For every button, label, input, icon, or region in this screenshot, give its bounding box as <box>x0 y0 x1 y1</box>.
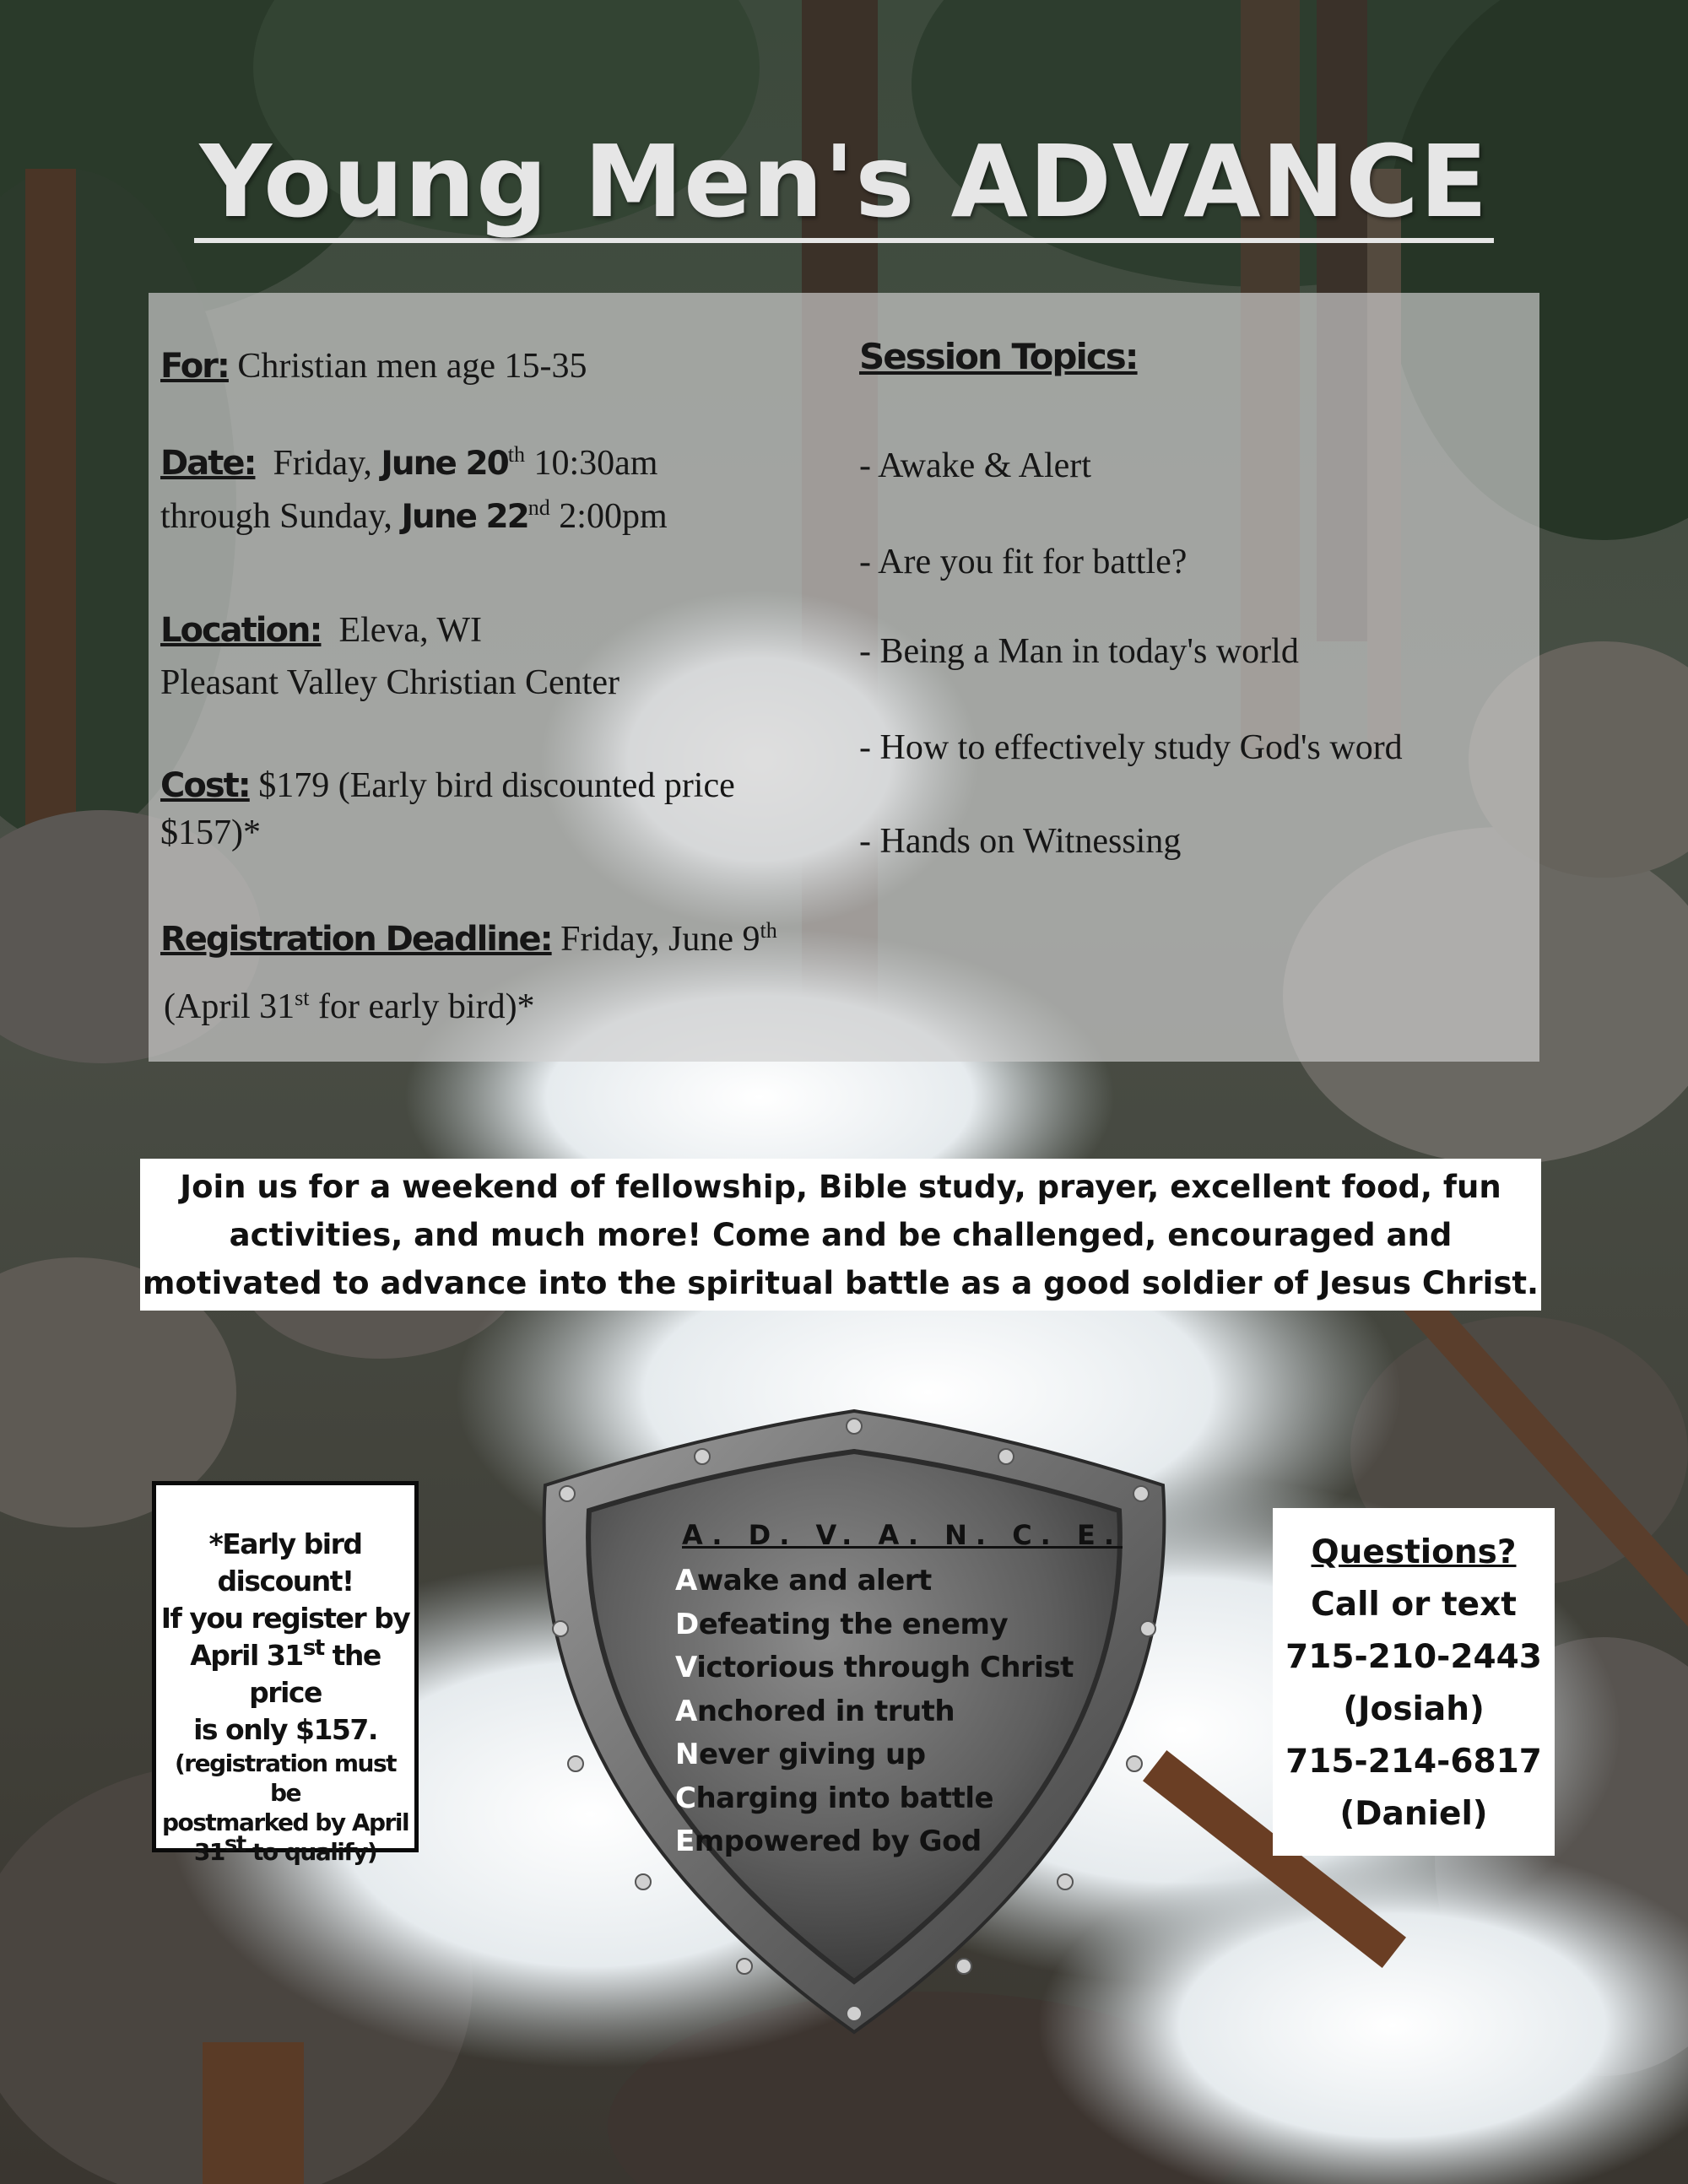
date-end-bold: June 22 <box>401 498 528 536</box>
date-start-suffix: th <box>507 442 525 467</box>
questions-box <box>1273 1508 1555 1856</box>
contact-name: (Daniel) <box>1339 1795 1488 1833</box>
date-end-time: 2:00pm <box>549 497 668 536</box>
early-bird-line: discount! <box>217 1565 354 1597</box>
deadline-early-prefix: (April 31 <box>164 987 295 1026</box>
early-bird-line: *Early bird <box>208 1527 362 1560</box>
early-bird-suffix: st <box>302 1635 324 1661</box>
location-row <box>160 604 619 709</box>
invitation-box <box>140 1159 1541 1311</box>
for-row <box>160 340 587 392</box>
acronym-letter: D <box>675 1607 699 1641</box>
cost-label: Cost: <box>160 766 250 805</box>
acronym-line <box>675 1820 1148 1864</box>
acronym-letter: A <box>675 1564 697 1597</box>
session-topics-heading: Session Topics: <box>859 336 1138 377</box>
cost-value: $179 (Early bird discounted price <box>249 766 735 805</box>
cost-row <box>160 762 735 857</box>
acronym-letter: E <box>675 1825 695 1858</box>
date-start-time: 10:30am <box>524 444 658 483</box>
early-bird-suffix: st <box>224 1831 246 1857</box>
acronym-heading: A. D. V. A. N. C. E. <box>682 1519 1123 1551</box>
early-bird-line: 31 <box>193 1838 225 1866</box>
acronym-letter: C <box>675 1781 696 1815</box>
date-start-prefix: Friday, <box>255 444 381 483</box>
invitation-line: Join us for a weekend of fellowship, Bible study, prayer, excellent food, fun <box>180 1168 1501 1205</box>
date-end-prefix: through Sunday, <box>160 497 402 536</box>
acronym-word: nchored in truth <box>696 1694 955 1728</box>
location-label: Location: <box>160 611 322 650</box>
topic-item: - Are you fit for battle? <box>859 543 1188 581</box>
acronym-word: ever giving up <box>698 1738 926 1771</box>
deadline-value: Friday, June 9 <box>551 920 760 959</box>
acronym-letter: N <box>675 1738 699 1771</box>
phone-number[interactable]: 715-210-2443 <box>1285 1638 1542 1676</box>
deadline-early-suffix: st <box>295 986 310 1010</box>
deadline-label: Registration Deadline: <box>160 920 552 959</box>
invitation-line: activities, and much more! Come and be challenged, encouraged and <box>229 1216 1453 1253</box>
early-bird-line: is only $157. <box>193 1713 377 1746</box>
acronym-letter: V <box>675 1651 697 1684</box>
date-label: Date: <box>160 444 256 483</box>
date-row <box>160 437 668 543</box>
acronym-word: mpowered by God <box>694 1825 982 1858</box>
acronym-word: ictorious through Christ <box>696 1651 1074 1684</box>
contact-name: (Josiah) <box>1343 1690 1485 1728</box>
early-bird-line: to qualify) <box>245 1838 377 1866</box>
date-start-bold: June 20 <box>381 445 508 483</box>
for-label: For: <box>160 347 229 386</box>
topic-item: - How to effectively study God's word <box>859 728 1403 767</box>
acronym-line <box>675 1646 1148 1690</box>
date-end-suffix: nd <box>528 495 550 520</box>
phone-number[interactable]: 715-214-6817 <box>1285 1743 1542 1781</box>
advance-acronym <box>675 1519 1148 1864</box>
deadline-suffix: th <box>760 918 777 943</box>
acronym-line <box>675 1560 1148 1603</box>
cost-early-bird: $157)* <box>160 814 261 852</box>
acronym-line <box>675 1733 1148 1777</box>
deadline-row <box>160 905 777 1041</box>
acronym-line <box>675 1603 1148 1647</box>
topic-item: - Being a Man in today's world <box>859 632 1299 671</box>
topic-item: - Awake & Alert <box>859 446 1091 485</box>
acronym-letter: A <box>675 1694 697 1728</box>
early-bird-line: If you register by <box>160 1602 410 1635</box>
flyer-title <box>0 123 1688 243</box>
for-value: Christian men age 15-35 <box>228 347 587 386</box>
acronym-word: wake and alert <box>696 1564 932 1597</box>
topic-item: - Hands on Witnessing <box>859 822 1182 861</box>
acronym-line <box>675 1690 1148 1734</box>
early-bird-line: (registration must be <box>174 1749 397 1807</box>
location-venue: Pleasant Valley Christian Center <box>160 663 619 702</box>
invitation-line: motivated to advance into the spiritual battle as a good soldier of Jesus Christ. <box>142 1264 1539 1301</box>
acronym-word: harging into battle <box>695 1781 994 1815</box>
early-bird-line: postmarked by April <box>161 1808 409 1836</box>
early-bird-line: April 31 <box>190 1639 303 1672</box>
session-topics <box>859 336 1138 377</box>
acronym-line <box>675 1777 1148 1821</box>
early-bird-box <box>152 1481 419 1866</box>
contact-prompt: Call or text <box>1311 1586 1517 1624</box>
acronym-word: efeating the enemy <box>698 1607 1009 1641</box>
questions-heading: Questions? <box>1311 1533 1517 1571</box>
location-value: Eleva, WI <box>321 611 482 650</box>
early-bird-line: the price <box>249 1639 381 1709</box>
deadline-early-post: for early bird)* <box>309 987 535 1026</box>
flyer-title-text: Young Men's ADVANCE <box>194 127 1493 243</box>
